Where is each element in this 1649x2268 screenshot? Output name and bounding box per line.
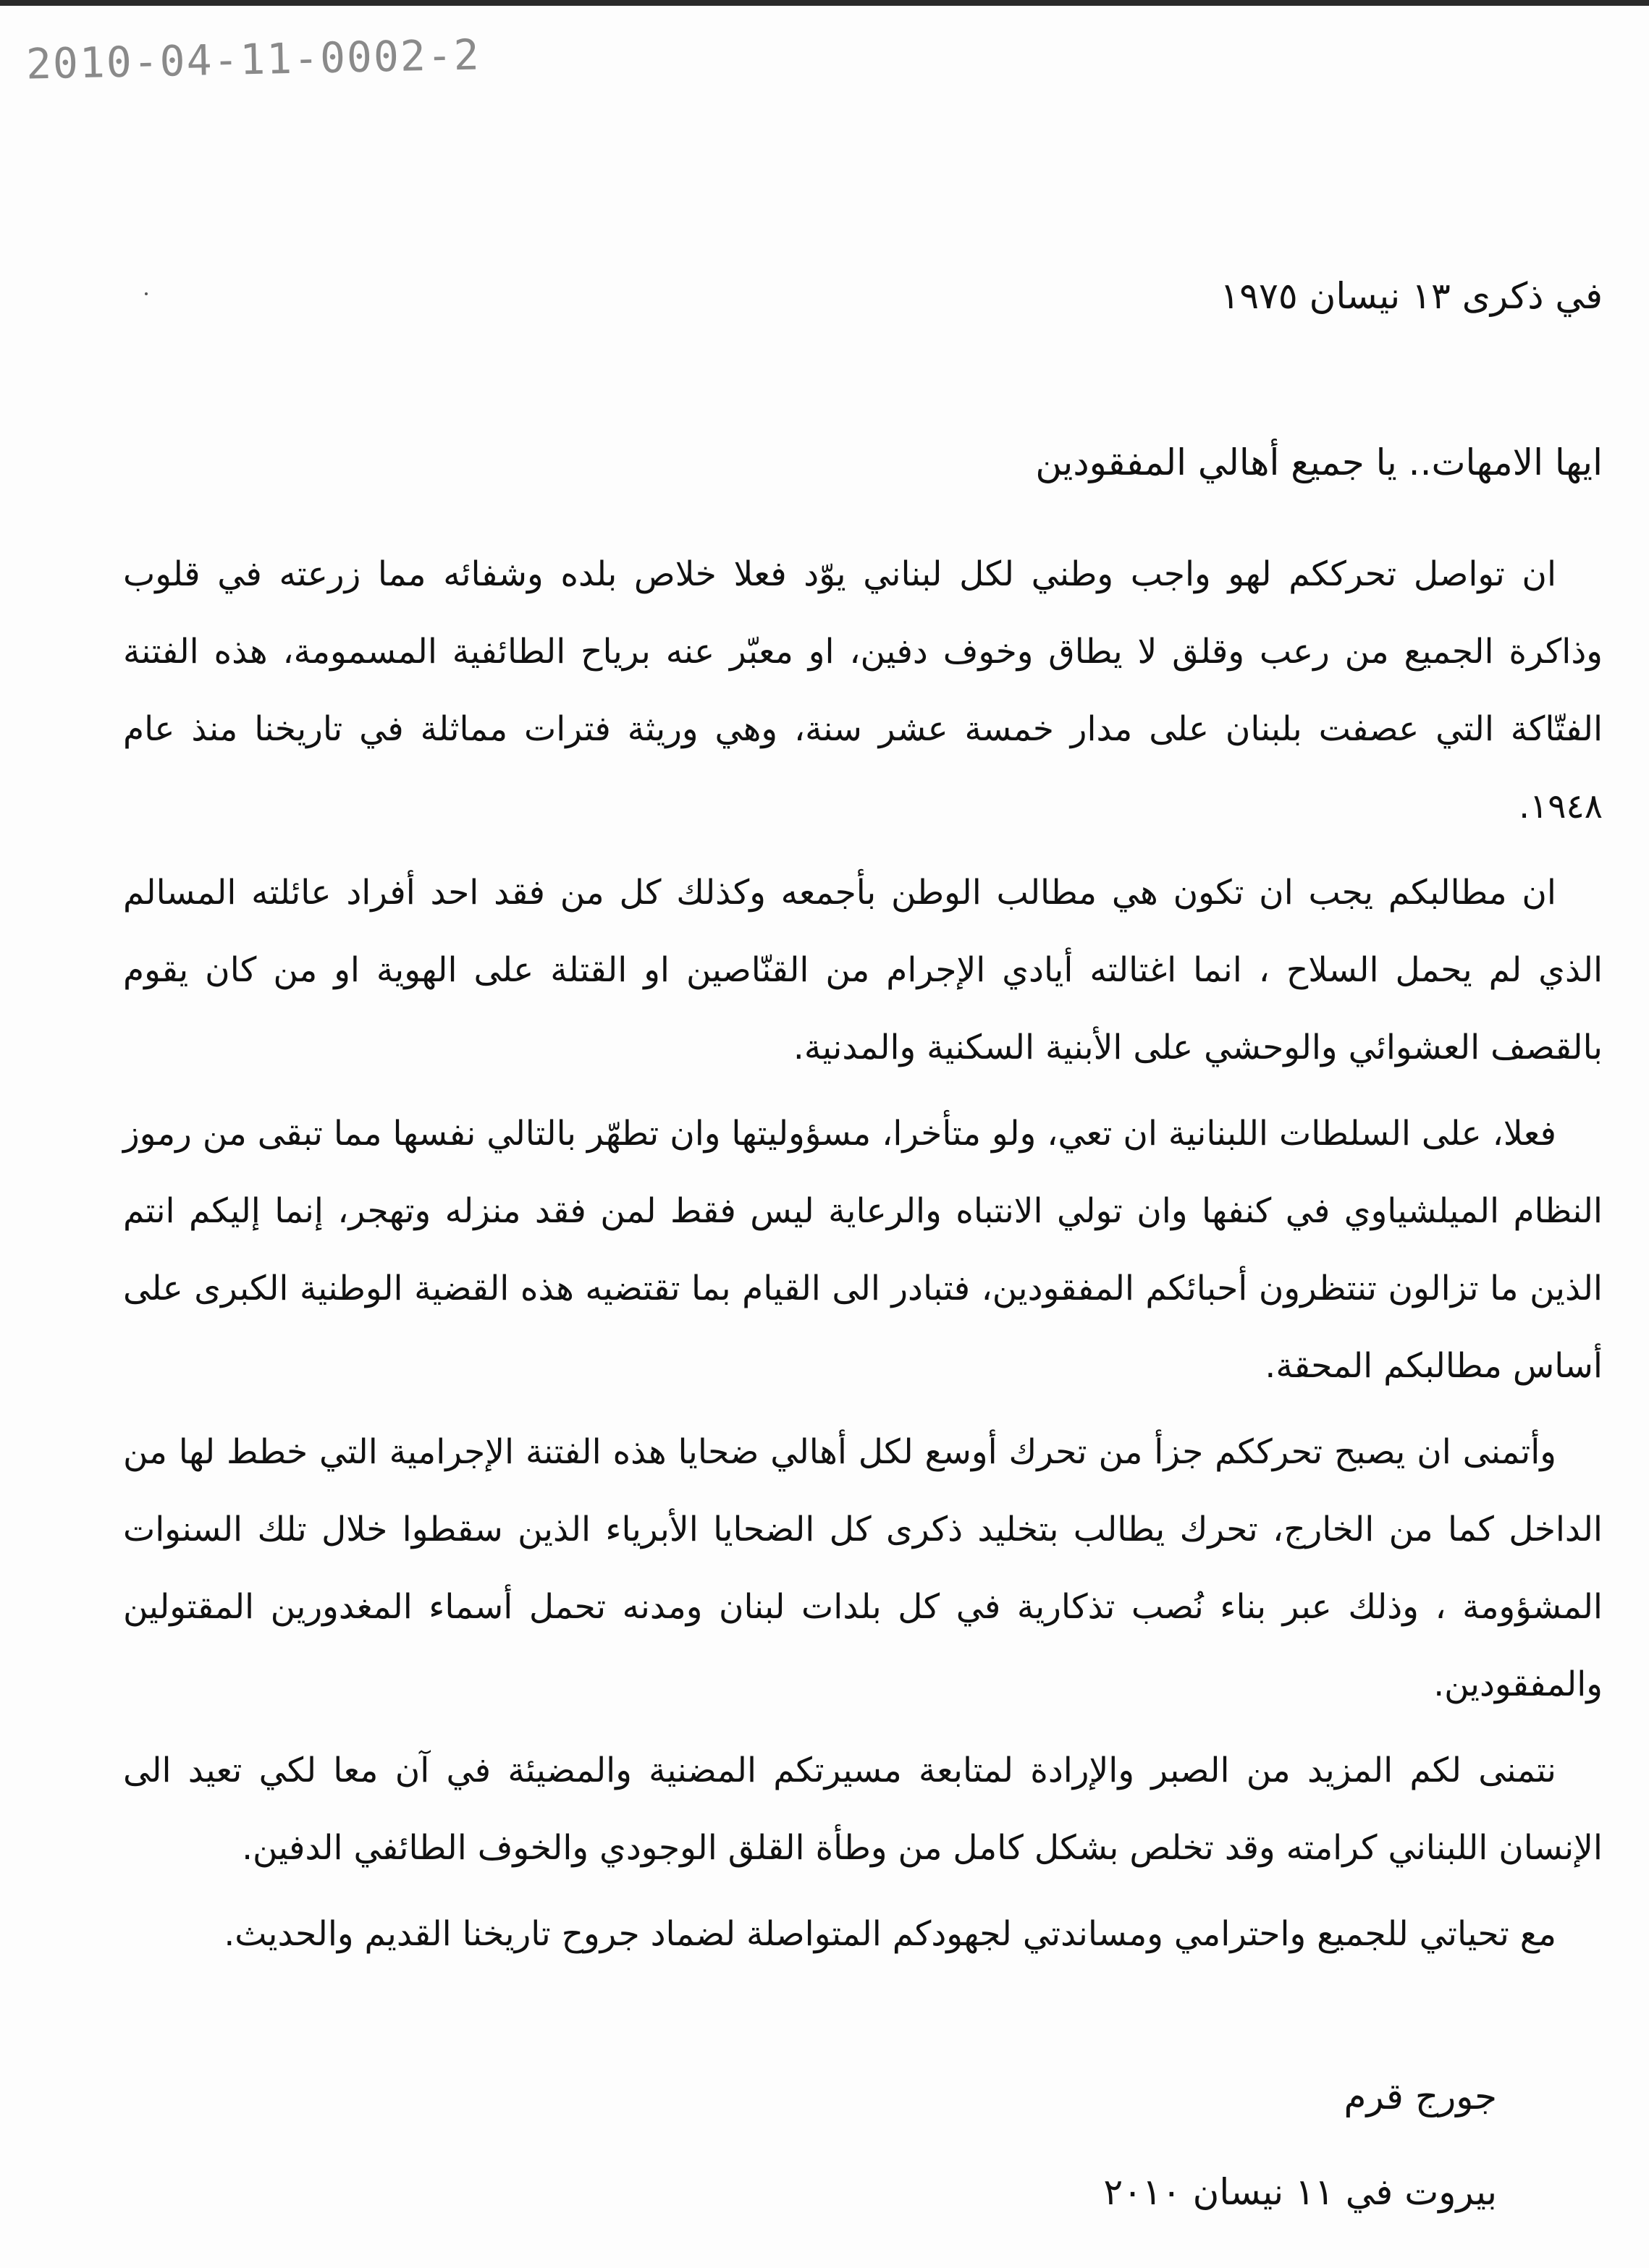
signature-name: جورج قرم <box>1344 2076 1497 2117</box>
body-paragraph-3: فعلا، على السلطات اللبنانية ان تعي، ولو متأخرا، مسؤوليتها وان تطهّر بالتالي نفسها مما تبقى من رموز النظام الميلشياوي في كنفها وان تولي الانتباه والرعاية ليس فقط لمن فقد منزله وتهجر، إنما إليكم انتم الذين ما تزالون تنتظرون أحبائكم المفقودين، فتبادر الى القيام بما تقتضيه هذه القضية الوطنية الكبرى على أساس مطالبكم المحقة. <box>123 1114 1603 1386</box>
scan-speck <box>145 292 148 295</box>
place-and-date: بيروت في ١١ نيسان ٢٠١٠ <box>1103 2171 1497 2213</box>
body-paragraph-4: وأتمنى ان يصبح تحرككم جزأ من تحرك أوسع لكل أهالي ضحايا هذه الفتنة الإجرامية التي خطط لها من الداخل كما من الخارج، تحرك يطالب بتخليد ذكرى كل الضحايا الأبرياء الذين سقطوا خلال تلك السنوات المشؤومة ، وذلك عبر بناء نُصب تذكارية في كل بلدات لبنان ومدنه تحمل أسماء المغدورين المقتولين والمفقودين. <box>123 1432 1603 1704</box>
body-paragraph-1: ان تواصل تحرككم لهو واجب وطني لكل لبناني يوّد فعلا خلاص بلده وشفائه مما زرعته في قلوب وذاكرة الجميع من رعب وقلق لا يطاق وخوف دفين، او معبّر عنه برياح الطائفية المسمومة، هذه الفتنة الفتّاكة التي عصفت بلبنان على مدار خمسة عشر سنة، وهي وريثة فترات مماثلة في تاريخنا منذ عام ١٩٤٨. <box>123 554 1603 826</box>
letter-dateline: في ذكرى ١٣ نيسان ١٩٧٥ <box>1220 275 1603 317</box>
body-paragraph-5: نتمنى لكم المزيد من الصبر والإرادة لمتابعة مسيرتكم المضنية والمضيئة في آن معا لكي تعيد الى الإنسان اللبناني كرامته وقد تخلص بشكل كامل من وطأة القلق الوجودي والخوف الطائفي الدفين. <box>123 1751 1603 1868</box>
body-paragraph-2: ان مطالبكم يجب ان تكون هي مطالب الوطن بأجمعه وكذلك كل من فقد احد أفراد عائلته المسالم الذي لم يحمل السلاح ، انما اغتالته أيادي الإجرام من القنّاصين او القتلة على الهوية او من كان يقوم بالقصف العشوائي والوحشي على الأبنية السكنية والمدنية. <box>123 873 1603 1067</box>
letter-body <box>123 536 1603 1981</box>
scan-edge <box>0 0 1649 6</box>
body-paragraph-6: مع تحياتي للجميع واحترامي ومساندتي لجهودكم المتواصلة لضماد جروح تاريخنا القديم والحديث. <box>224 1914 1556 1954</box>
handwritten-reference-number: 2010-04-11-0002-2 <box>25 30 481 89</box>
letter-salutation: ايها الامهات.. يا جميع أهالي المفقودين <box>1035 441 1603 483</box>
